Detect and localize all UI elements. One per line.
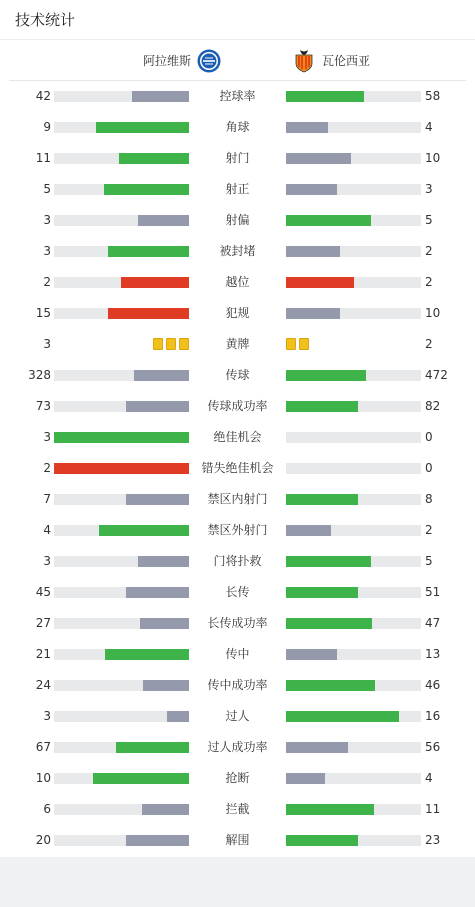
away-value: 4: [425, 120, 433, 134]
away-bar-fill: [286, 401, 358, 412]
home-value: 3: [43, 244, 51, 258]
stat-row: [0, 112, 475, 143]
home-value: 3: [43, 337, 51, 351]
home-bar-fill: [126, 401, 189, 412]
away-value: 23: [425, 833, 441, 847]
away-team-name: 瓦伦西亚: [322, 54, 371, 68]
home-bar-fill: [104, 184, 189, 195]
home-bar-track: [54, 215, 189, 226]
away-bar-fill: [286, 277, 354, 288]
away-value: 2: [425, 275, 433, 289]
away-bar-fill: [286, 370, 366, 381]
stat-row: [0, 298, 475, 329]
stat-label: 传球: [225, 368, 250, 382]
home-team-name: 阿拉维斯: [142, 54, 191, 68]
away-value: 10: [425, 151, 441, 165]
away-bar-fill: [286, 804, 374, 815]
home-bar-fill: [132, 91, 189, 102]
home-bar-fill: [126, 494, 189, 505]
away-bar-track: [286, 215, 421, 226]
away-bar-fill: [286, 525, 331, 536]
stat-row: [0, 608, 475, 639]
away-bar-track: [286, 525, 421, 536]
home-team[interactable]: [143, 40, 221, 81]
home-value: 2: [43, 461, 51, 475]
stat-row: [0, 81, 475, 112]
stat-row: [0, 329, 475, 360]
stat-row: [0, 360, 475, 391]
away-bar-fill: [286, 773, 325, 784]
away-bar-fill: [286, 680, 375, 691]
home-value: 11: [35, 151, 51, 165]
away-bar-track: [286, 432, 421, 443]
stat-label: 抢断: [225, 771, 250, 785]
stat-label: 黄牌: [225, 337, 250, 351]
home-bar-track: [54, 370, 189, 381]
home-value: 45: [35, 585, 51, 599]
away-bar-fill: [286, 91, 364, 102]
stat-label: 传中成功率: [207, 678, 268, 692]
home-value: 5: [43, 182, 51, 196]
home-bar-fill: [119, 153, 189, 164]
section-title: 技术统计: [0, 0, 475, 40]
away-value: 51: [425, 585, 441, 599]
home-bar-track: [54, 153, 189, 164]
away-value: 46: [425, 678, 441, 692]
stat-row: [0, 794, 475, 825]
away-bar-fill: [286, 122, 328, 133]
home-value: 10: [35, 771, 51, 785]
home-value: 20: [35, 833, 51, 847]
home-value: 4: [43, 523, 51, 537]
home-value: 2: [43, 275, 51, 289]
home-bar-fill: [138, 556, 189, 567]
stat-label: 禁区内射门: [207, 492, 268, 506]
away-bar-track: [286, 835, 421, 846]
away-bar-track: [286, 742, 421, 753]
stat-label: 犯规: [225, 306, 250, 320]
home-value: 3: [43, 554, 51, 568]
home-bar-fill: [121, 277, 189, 288]
yellow-card-icon: [299, 338, 309, 350]
away-bar-track: [286, 618, 421, 629]
home-bar-fill: [143, 680, 189, 691]
home-bar-track: [54, 277, 189, 288]
away-value: 8: [425, 492, 433, 506]
stat-label: 长传成功率: [207, 616, 268, 630]
away-bar-track: [286, 680, 421, 691]
away-value: 5: [425, 554, 433, 568]
stats-list: [0, 81, 475, 856]
away-value: 2: [425, 523, 433, 537]
home-yellow-cards: [153, 338, 189, 350]
home-bar-track: [54, 556, 189, 567]
away-bar-track: [286, 91, 421, 102]
away-value: 47: [425, 616, 441, 630]
away-bar-track: [286, 463, 421, 474]
away-bar-fill: [286, 711, 399, 722]
home-value: 15: [35, 306, 51, 320]
home-bar-track: [54, 122, 189, 133]
away-bar-fill: [286, 835, 358, 846]
stat-label: 射偏: [225, 213, 250, 227]
home-value: 24: [35, 678, 51, 692]
away-bar-fill: [286, 649, 337, 660]
away-bar-track: [286, 587, 421, 598]
away-bar-track: [286, 153, 421, 164]
home-bar-track: [54, 680, 189, 691]
home-bar-track: [54, 773, 189, 784]
stat-label: 被封堵: [219, 244, 256, 258]
away-bar-fill: [286, 215, 371, 226]
away-bar-fill: [286, 494, 358, 505]
away-value: 472: [425, 368, 448, 382]
stat-row: [0, 515, 475, 546]
home-bar-track: [54, 742, 189, 753]
away-bar-fill: [286, 153, 351, 164]
away-value: 56: [425, 740, 441, 754]
stat-row: [0, 174, 475, 205]
away-value: 16: [425, 709, 441, 723]
home-value: 21: [35, 647, 51, 661]
home-bar-fill: [142, 804, 189, 815]
home-bar-fill: [140, 618, 189, 629]
stat-row: [0, 546, 475, 577]
away-bar-track: [286, 773, 421, 784]
yellow-card-icon: [166, 338, 176, 350]
home-bar-fill: [96, 122, 189, 133]
away-bar-track: [286, 277, 421, 288]
away-team[interactable]: [292, 40, 370, 81]
home-bar-track: [54, 525, 189, 536]
home-bar-fill: [99, 525, 189, 536]
stat-label: 错失绝佳机会: [201, 461, 274, 475]
home-value: 6: [43, 802, 51, 816]
away-bar-track: [286, 401, 421, 412]
home-bar-fill: [54, 463, 189, 474]
away-bar-track: [286, 649, 421, 660]
stat-label: 门将扑救: [213, 554, 262, 568]
away-value: 82: [425, 399, 441, 413]
home-value: 3: [43, 213, 51, 227]
home-bar-fill: [116, 742, 189, 753]
home-value: 328: [28, 368, 51, 382]
stat-row: [0, 670, 475, 701]
away-yellow-cards: [286, 338, 309, 350]
home-bar-fill: [108, 246, 189, 257]
stat-label: 拦截: [225, 802, 250, 816]
stat-label: 射正: [225, 182, 250, 196]
stat-label: 越位: [225, 275, 250, 289]
stat-row: [0, 453, 475, 484]
home-value: 73: [35, 399, 51, 413]
home-bar-fill: [134, 370, 189, 381]
stat-row: [0, 391, 475, 422]
home-value: 42: [35, 89, 51, 103]
home-bar-fill: [93, 773, 189, 784]
away-value: 2: [425, 244, 433, 258]
stat-row: [0, 825, 475, 856]
home-bar-track: [54, 91, 189, 102]
stat-label: 控球率: [219, 89, 256, 103]
away-value: 11: [425, 802, 441, 816]
away-bar-fill: [286, 742, 348, 753]
alaves-crest-icon: [197, 49, 221, 73]
away-bar-track: [286, 370, 421, 381]
stat-label: 传中: [225, 647, 250, 661]
home-bar-track: [54, 184, 189, 195]
stat-label: 绝佳机会: [213, 430, 262, 444]
home-bar-track: [54, 308, 189, 319]
valencia-crest-icon: [292, 49, 316, 73]
stat-label: 禁区外射门: [207, 523, 268, 537]
stat-label: 长传: [225, 585, 250, 599]
stat-row: [0, 267, 475, 298]
home-value: 3: [43, 709, 51, 723]
home-bar-track: [54, 711, 189, 722]
away-value: 4: [425, 771, 433, 785]
away-bar-fill: [286, 184, 337, 195]
home-bar-track: [54, 835, 189, 846]
home-bar-fill: [126, 587, 189, 598]
home-bar-track: [54, 587, 189, 598]
home-bar-track: [54, 804, 189, 815]
stat-label: 传球成功率: [207, 399, 268, 413]
stat-label: 角球: [225, 120, 250, 134]
stat-row: [0, 701, 475, 732]
home-bar-fill: [126, 835, 189, 846]
stat-label: 解围: [225, 833, 250, 847]
stat-label: 过人成功率: [207, 740, 268, 754]
stat-label: 过人: [225, 709, 250, 723]
away-bar-track: [286, 184, 421, 195]
home-bar-track: [54, 649, 189, 660]
stat-row: [0, 236, 475, 267]
yellow-card-icon: [153, 338, 163, 350]
away-bar-fill: [286, 308, 340, 319]
away-value: 0: [425, 461, 433, 475]
home-bar-track: [54, 432, 189, 443]
home-bar-track: [54, 401, 189, 412]
away-bar-track: [286, 122, 421, 133]
away-value: 10: [425, 306, 441, 320]
away-bar-track: [286, 711, 421, 722]
home-bar-track: [54, 618, 189, 629]
home-bar-fill: [108, 308, 189, 319]
away-bar-track: [286, 246, 421, 257]
home-bar-fill: [167, 711, 189, 722]
home-bar-fill: [138, 215, 189, 226]
away-bar-track: [286, 804, 421, 815]
stat-row: [0, 763, 475, 794]
home-bar-track: [54, 246, 189, 257]
stat-row: [0, 143, 475, 174]
home-bar-fill: [105, 649, 189, 660]
away-bar-track: [286, 556, 421, 567]
home-bar-track: [54, 463, 189, 474]
away-value: 0: [425, 430, 433, 444]
yellow-card-icon: [286, 338, 296, 350]
away-bar-track: [286, 494, 421, 505]
stat-row: [0, 484, 475, 515]
away-bar-fill: [286, 556, 371, 567]
away-value: 3: [425, 182, 433, 196]
stat-row: [0, 205, 475, 236]
away-bar-track: [286, 308, 421, 319]
stat-label: 射门: [225, 151, 250, 165]
home-value: 27: [35, 616, 51, 630]
away-bar-fill: [286, 246, 340, 257]
away-bar-fill: [286, 618, 372, 629]
home-value: 9: [43, 120, 51, 134]
stat-row: [0, 732, 475, 763]
stat-row: [0, 577, 475, 608]
away-value: 5: [425, 213, 433, 227]
yellow-card-icon: [179, 338, 189, 350]
stat-row: [0, 422, 475, 453]
away-bar-fill: [286, 587, 358, 598]
home-value: 67: [35, 740, 51, 754]
away-value: 13: [425, 647, 441, 661]
away-value: 58: [425, 89, 441, 103]
stat-row: [0, 639, 475, 670]
home-value: 3: [43, 430, 51, 444]
home-value: 7: [43, 492, 51, 506]
home-bar-fill: [54, 432, 189, 443]
home-bar-track: [54, 494, 189, 505]
away-value: 2: [425, 337, 433, 351]
teams-header: [9, 40, 466, 81]
